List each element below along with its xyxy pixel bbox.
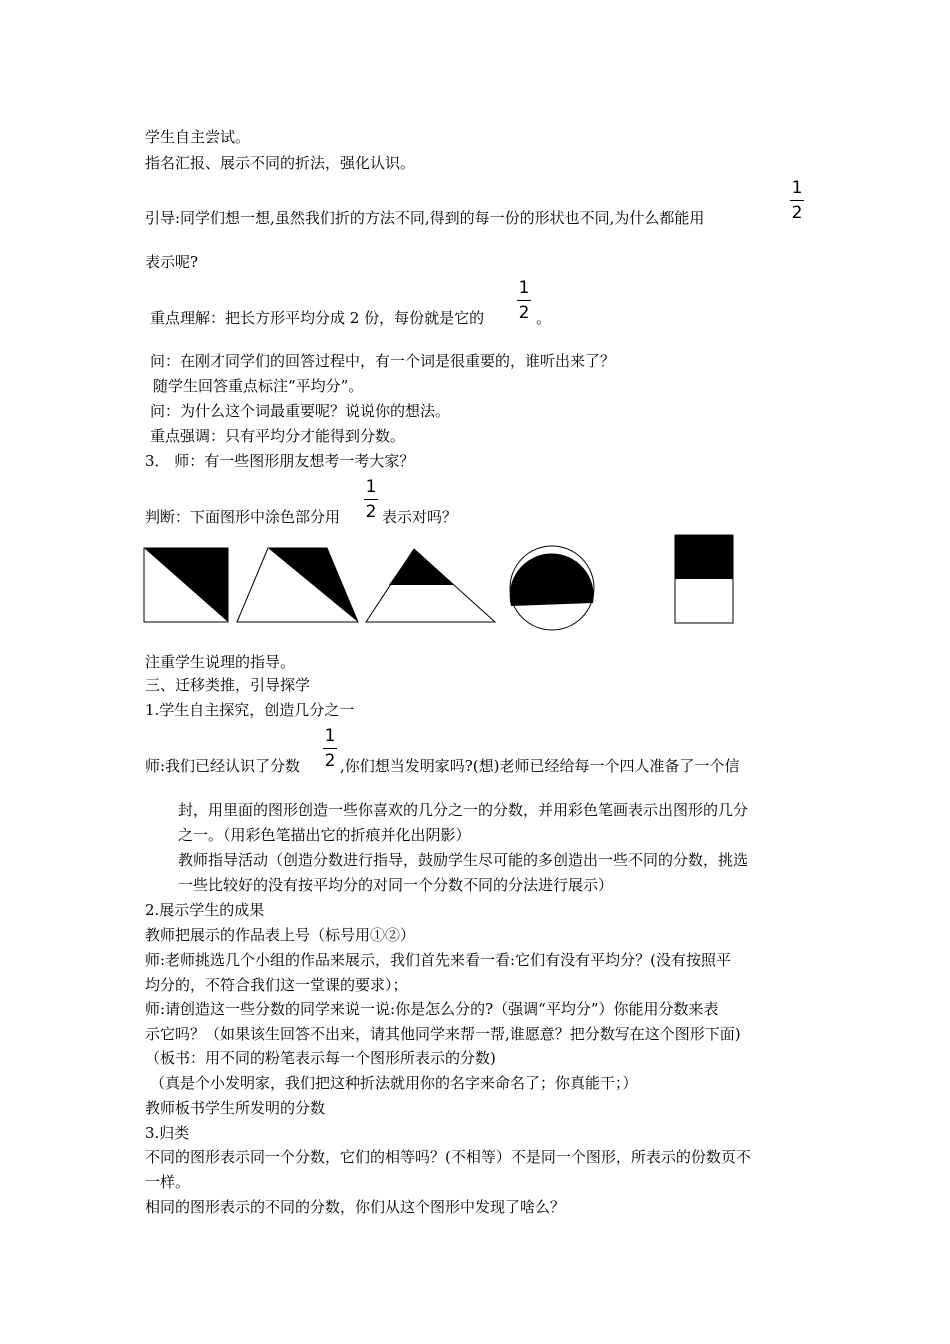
text-line: 判断：下面图形中涂色部分用 bbox=[145, 508, 341, 526]
fraction-one-half bbox=[323, 725, 337, 772]
shape-circle bbox=[510, 546, 594, 630]
text-line: 师:请创造这一些分数的同学来说一说:你是怎么分的?（强调“平均分”）你能用分数来表 bbox=[145, 1000, 719, 1018]
text-line: ,你们想当发明家吗?(想)老师已经给每一个四人准备了一个信 bbox=[340, 757, 740, 775]
text-line: 。 bbox=[536, 309, 552, 327]
text-line: 注重学生说理的指导。 bbox=[145, 653, 296, 671]
shape-triangle bbox=[366, 549, 495, 622]
fraction-denominator: 2 bbox=[791, 203, 803, 223]
text-line: 重点理解：把长方形平均分成 2 份，每份就是它的 bbox=[150, 309, 485, 327]
text-line: （板书：用不同的粉笔表示每一个图形所表示的分数) bbox=[145, 1049, 496, 1067]
fraction-numerator: 1 bbox=[324, 726, 336, 746]
text-line: 之一。（用彩色笔描出它的折痕并化出阴影） bbox=[178, 826, 471, 844]
fraction-denominator: 2 bbox=[365, 502, 377, 522]
text-line: 一些比较好的没有按平均分的对同一个分数不同的分法进行展示） bbox=[178, 876, 614, 894]
text-line: 师:老师挑选几个小组的作品来展示，我们首先来看一看:它们有没有平均分？(没有按照平 bbox=[145, 951, 731, 969]
text-line: 引导:同学们想一想,虽然我们折的方法不同,得到的每一份的形状也不同,为什么都能用 bbox=[145, 209, 705, 227]
text-line: （真是个小发明家，我们把这种折法就用你的名字来命名了；你真能干；） bbox=[150, 1074, 638, 1092]
text-line: 均分的，不符合我们这一堂课的要求）； bbox=[145, 976, 408, 994]
text-line: 学生自主尝试。 bbox=[145, 128, 251, 146]
shape-trapezoid bbox=[237, 548, 358, 622]
text-line: 3.归类 bbox=[145, 1124, 190, 1142]
text-line: 2.展示学生的成果 bbox=[145, 901, 265, 919]
text-line: 示它吗？（如果该生回答不出来，请其他同学来帮一帮,谁愿意？把分数写在这个图形下面) bbox=[145, 1025, 741, 1043]
fraction-numerator: 1 bbox=[365, 477, 377, 497]
text-line: 不同的图形表示同一个分数，它们的相等吗？(不相等）不是同一个图形，所表示的份数页不 bbox=[145, 1148, 751, 1166]
text-line: 表示呢? bbox=[145, 253, 199, 271]
fraction-numerator: 1 bbox=[791, 178, 803, 198]
shape-rectangle-halves bbox=[675, 535, 733, 623]
shape-square-diagonal bbox=[144, 548, 228, 622]
fraction-bar bbox=[323, 748, 337, 749]
text-line: 表示对吗？ bbox=[382, 508, 458, 526]
fraction-denominator: 2 bbox=[518, 303, 530, 323]
text-line: 指名汇报、展示不同的折法，强化认识。 bbox=[145, 154, 416, 172]
text-line: 问：为什么这个词最重要呢？说说你的想法。 bbox=[150, 402, 451, 420]
text-line: 教师把展示的作品表上号（标号用①②） bbox=[145, 926, 416, 944]
text-line: 3． 师：有一些图形朋友想考一考大家？ bbox=[145, 452, 415, 470]
text-line: 一样。 bbox=[145, 1173, 191, 1191]
fraction-numerator: 1 bbox=[518, 278, 530, 298]
text-line: 相同的图形表示的不同的分数，你们从这个图形中发现了啥么？ bbox=[145, 1198, 566, 1216]
text-line: 随学生回答重点标注“平均分”。 bbox=[153, 377, 364, 395]
text-line: 教师指导活动（创造分数进行指导，鼓励学生尽可能的多创造出一些不同的分数，挑选 bbox=[178, 851, 749, 869]
text-line: 重点强调：只有平均分才能得到分数。 bbox=[150, 427, 406, 445]
text-line: 教师板书学生所发明的分数 bbox=[145, 1099, 326, 1117]
text-line: 封，用里面的图形创造一些你喜欢的几分之一的分数，并用彩色笔画表示出图形的几分 bbox=[178, 801, 749, 819]
text-line: 1.学生自主探究，创造几分之一 bbox=[145, 701, 355, 719]
fraction-denominator: 2 bbox=[324, 751, 336, 771]
text-line: 师:我们已经认识了分数 bbox=[145, 757, 301, 775]
text-line: 问：在刚才同学们的回答过程中，有一个词是很重要的，谁听出来了？ bbox=[150, 352, 616, 370]
text-line: 三、迁移类推，引导探学 bbox=[145, 676, 311, 694]
